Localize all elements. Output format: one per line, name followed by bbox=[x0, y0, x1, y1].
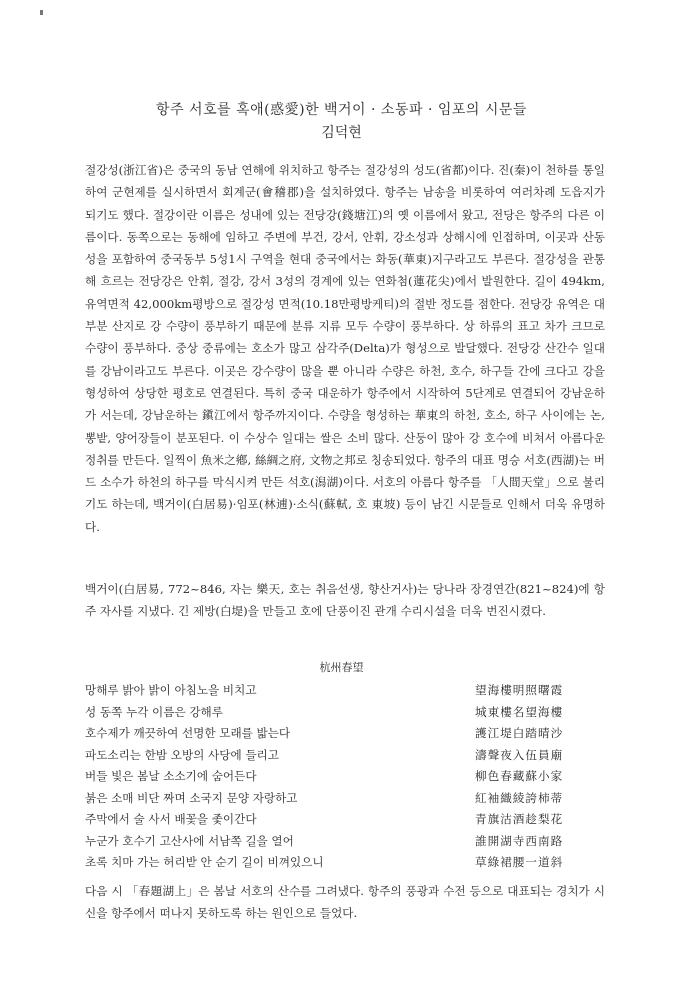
poem-line-korean: 호수제가 깨끗하여 선명한 모래를 밟는다 bbox=[85, 726, 291, 740]
scan-mark bbox=[40, 10, 43, 15]
paragraph-spring-poem: 다음 시 「春題湖上」은 봄날 서호의 산수를 그려냈다. 항주의 풍광과 수전 등으로 대표되는 경치가 시신을 항주에서 떠나지 못하도록 하는 원인으로 들었다. bbox=[85, 884, 605, 921]
poem-line-hanja: 柳色春藏蘇小家 bbox=[475, 769, 564, 783]
poem-line-korean: 초록 치마 가는 허리받 안 순기 길이 비껴있으니 bbox=[85, 855, 324, 869]
poem-line-hanja: 護江堤白踏晴沙 bbox=[475, 726, 564, 740]
poem-line-korean: 망해루 밝아 밝이 아침노을 비치고 bbox=[85, 683, 257, 697]
paragraph-intro: 절강성(浙江省)은 중국의 동남 연해에 위치하고 항주는 절강성의 성도(省都)이다. 진(秦)이 천하를 통일하여 군현제를 실시하면서 회계군(會稽郡)을 설치하였다. 항주는 남송을 비롯하여 여러차례 도읍지가 되기도 했다. 절강이란 이름은 성내에 있는 전당강(錢塘江)의 옛 이름에서 왔고, 전당은 항주의 다른 이름이다. 동쪽으로는 동해에 임하고 주변에 부건, 강서, 안휘, 강소성과 상해시에 인접하며, 이곳과 산동성을 포함하여 중국동부 5성1시 구역을 현대 중국에서는 화동(華東)지구라고도 부른다. 절강성을 관통해 흐르는 전당강은 안휘, 절강, 강서 3성의 경계에 있는 연화첨(蓮花尖)에서 발원한다. 길이 494km, 유역면적 42,000km평방으로 절강성 면적(10.18만평방케티)의 절반 정도를 점한다. 전당강 유역은 대부분 산지로 강 수량이 풍부하기 때문에 분류 지류 모두 수량이 풍부하다. 상 하류의 표고 차가 크므로 수량이 풍부하다. 중상 중류에는 호소가 많고 삼각주(Delta)가 형성으로 발달했다. 전당강 산간수 일대를 강남이라고도 부른다. 이곳은 강수량이 많을 뿐 아니라 수량은 하천, 호수, 하구들 간에 크다고 강을 형성하여 상당한 평호로 연결된다. 특히 중국 대운하가 항주에서 시작하여 5단계로 연결되어 강남운하가 서는데, 강남운하는 鎭江에서 항주까지이다. 수량을 형성하는 華東의 하천, 호소, 하구 사이에는 논, 뽕밭, 양어장들이 분포된다. 이 수상수 일대는 쌀은 소비 많다. 산둥이 많아 강 호수에 비쳐서 아름다운 정취를 만든다. 일찍이 魚米之鄕, 絲綢之府, 文物之邦로 칭송되었다. 항주의 대표 명승 서호(西湖)는 버드 소수가 하천의 하구를 막식시켜 만든 석호(潟湖)이다. 서호의 아름다 항주를 「人間天堂」으로 불리기도 하는데, 백거이(白居易)·임포(林逋)·소식(蘇軾, 호 東坡) 등이 남긴 시문들로 인해서 더욱 유명하다. bbox=[85, 163, 605, 534]
poem-line-hanja: 城東樓名望海樓 bbox=[475, 704, 564, 719]
poem-line bbox=[85, 702, 605, 724]
poem-line-korean: 성 동쪽 누각 이름은 강해루 bbox=[85, 704, 223, 719]
poem-line-korean: 붉은 소매 비단 짜며 소국지 문양 자랑하고 bbox=[85, 790, 298, 805]
poem-line bbox=[85, 723, 605, 745]
poem-line-hanja: 誰開湖寺西南路 bbox=[475, 833, 564, 848]
poem-line-korean: 주막에서 술 사서 배꽃을 좇이간다 bbox=[85, 812, 257, 826]
poem-line bbox=[85, 831, 605, 853]
poem-line bbox=[85, 852, 605, 874]
poem-line-hanja: 望海樓明照曙霞 bbox=[475, 683, 564, 697]
poem-line-korean: 파도소리는 한밤 오방의 사당에 들리고 bbox=[85, 747, 279, 762]
author-name: 김덕현 bbox=[321, 125, 362, 141]
poem-line-hanja: 青旗沽酒趁梨花 bbox=[475, 812, 564, 826]
poem-line-hanja: 紅袖織綾誇柿蒂 bbox=[475, 790, 564, 805]
poem-line bbox=[85, 788, 605, 810]
poem-lines bbox=[85, 680, 605, 874]
paragraph-bai-juyi: 백거이(白居易, 772~846, 자는 樂天, 호는 취음선생, 향산거사)는 당나라 장경연간(821~824)에 항주 자사를 지냈다. 긴 제방(白堤)을 만들고 호에 단풍이진 관개 수리시설을 더욱 번진시켰다. bbox=[85, 582, 605, 619]
poem-line-korean: 누군가 호수기 고산사에 서남쪽 길을 열어 bbox=[85, 833, 294, 848]
poem-line-hanja: 草綠裙腰一道斜 bbox=[475, 855, 564, 869]
poem-line bbox=[85, 809, 605, 831]
poem-line-hanja: 濤聲夜入伍員廟 bbox=[475, 747, 564, 762]
document-title: 항주 서호를 혹애(惑愛)한 백거이 · 소동파 · 임포의 시문들 bbox=[156, 102, 527, 118]
poem-line-korean: 버들 빛은 봄날 소소기에 숨어든다 bbox=[85, 769, 257, 783]
poem-line bbox=[85, 745, 605, 767]
poem-line bbox=[85, 680, 605, 702]
poem-line bbox=[85, 766, 605, 788]
poem-title: 杭州春望 bbox=[319, 661, 364, 674]
